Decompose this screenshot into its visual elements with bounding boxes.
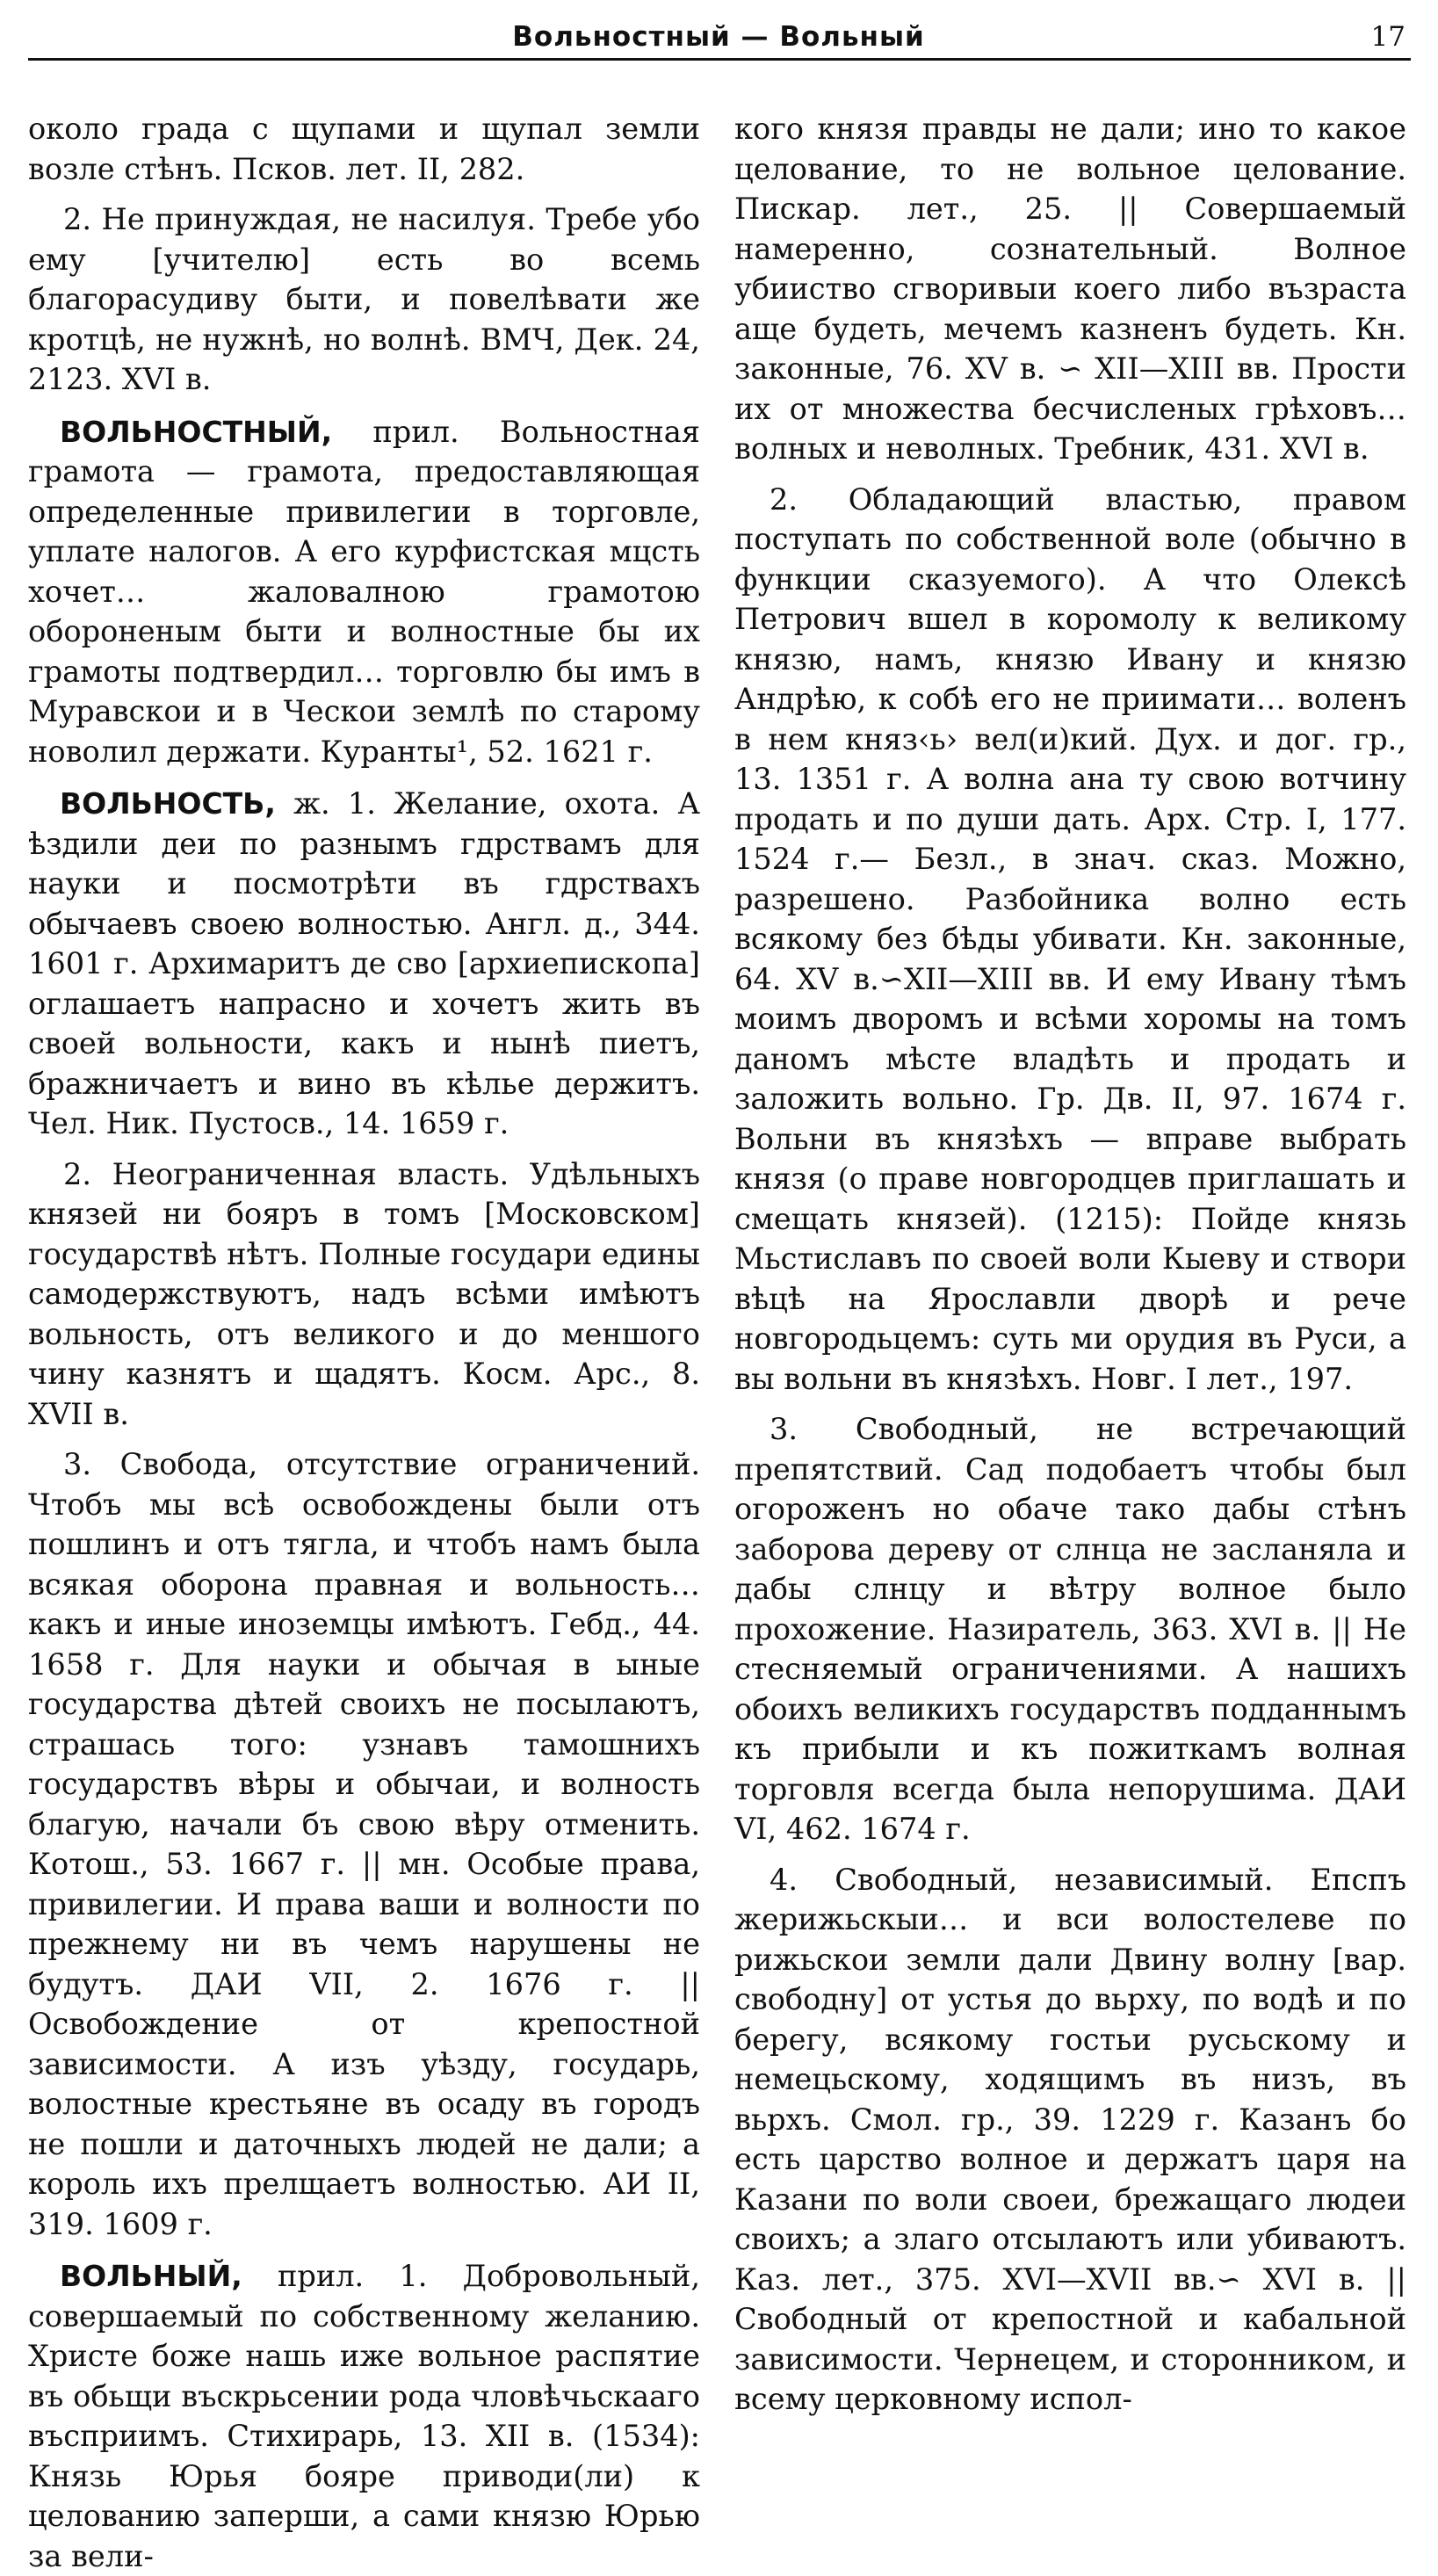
paragraph: 3. Свобода, отсутствие ограничений. Чтобъ мы всѣ освобождены были отъ пошлинъ и отъ тягла, и чтобъ намъ была всякая оборона правная и вольность… какъ и иные иноземцы имѣютъ. Гебд., 44. 1658 г. Для науки и обычая в ыные государства дѣтей своихъ не посылаютъ, страшась того: узнавъ тамошнихъ государствъ вѣры и обычаи, и волность благую, начали бъ свою вѣру отменить. Котош., 53. 1667 г. || мн. Особые права, привилегии. И права ваши и волности по прежнему ни въ чемъ нарушены не будутъ. ДАИ VII, 2. 1676 г. || Освобождение от крепостной зависимости. А изъ уѣзду, государь, волостные крестьяне въ осаду въ городъ не пошли и даточныхъ людей не дали; а король ихъ прелщаетъ волностью. АИ II, 319. 1609 г. — [28, 1447, 700, 2241]
entry: ВОЛЬНОСТНЫЙ, прил. Вольностная грамота — грамота, предоставляющая определенные привилегии в торговле, уплате налогов. А его курфистская мцсть хочет… жаловалною грамотою обороненым быти и волностные бы их грамоты подтвердил… торговлю бы имъ в Муравскои и в Ческои землѣ по старому новолил держати. Куранты¹, 52. 1621 г. — [28, 414, 700, 769]
headword: ВОЛЬНОСТЬ, — [60, 786, 276, 821]
header-rule — [28, 58, 1411, 61]
left-column — [28, 109, 700, 2576]
paragraph: 2. Не принуждая, не насилуя. Требе убо ему [учителю] есть во всемь благорасудиву быти, и повелѣвати же кротцѣ, не нужнѣ, но волнѣ. ВМЧ, Дек. 24, 2123. XVI в. — [28, 202, 700, 396]
paragraph: 2. Неограниченная власть. Удѣльныхъ князей ни бояръ в томъ [Московском] государствѣ нѣтъ. Полные государи едины самодержствуютъ, надъ всѣми имѣютъ вольность, отъ великого и до меншого чину казнятъ и щадятъ. Косм. Арс., 8. XVII в. — [28, 1156, 700, 1431]
entry: ВОЛЬНОСТЬ, ж. 1. Желание, охота. А ѣздили деи по разнымъ гдрствамъ для науки и посмотрѣти въ гдрствахъ обычаевъ своею волностью. Англ. д., 344. 1601 г. Архимаритъ де сво [архиепископа] оглашаетъ напрасно и хочетъ жить въ своей вольности, какъ и нынѣ пиетъ, бражничаетъ и вино въ кѣлье держитъ. Чел. Ник. Пустосв., 14. 1659 г. — [28, 786, 700, 1140]
headword: ВОЛЬНЫЙ, — [60, 2259, 242, 2293]
page-number: 17 — [1370, 21, 1405, 53]
paragraph: 3. Свободный, не встречающий препятствий. Сад подобаетъ чтобы был огороженъ но обаче тако дабы стѣнъ заборова дереву от слнца не засланяла и дабы слнцу и вѣтру волное было прохожение. Назиратель, 363. XVI в. || Не стесняемый ограничениями. А нашихъ обоихъ великихъ государствъ подданнымъ къ прибыли и къ пожиткамъ волная торговля всегда была непорушима. ДАИ VI, 462. 1674 г. — [734, 1412, 1406, 1846]
running-header — [28, 18, 1409, 56]
headword: ВОЛЬНОСТНЫЙ, — [60, 414, 333, 449]
paragraph: 2. Обладающий властью, правом поступать по собственной воле (обычно в функции сказуемого). А что Олексѣ Петрович вшел в коромолу к великому князю, намъ, князю Ивану и князю Андрѣю, к собѣ его не приимати… воленъ в нем княз‹ь› вел(и)кий. Дух. и дог. гр., 13. 1351 г. А волна ана ту свою вотчину продать и по души дать. Арх. Стр. I, 177. 1524 г.— Безл., в знач. сказ. Можно, разрешено. Разбойника волно есть всякому без бѣды убивати. Кн. законные, 64. XV в.∽XII—XIII вв. И ему Ивану тѣмъ моимъ дворомъ и всѣми хоромы на томъ даномъ мѣсте владѣть и продать и заложить вольно. Гр. Дв. II, 97. 1674 г. Вольни въ князѣхъ — вправе выбрать князя (о праве новгородцев приглашать и смещать князей). (1215): Пойде князь Мьстиславъ по своей воли Кыеву и створи вѣцѣ на Ярославли дворѣ и рече новгородьцемъ: суть ми орудия въ Руси, а вы вольни въ князѣхъ. Новг. I лет., 197. — [734, 481, 1406, 1396]
header-title: Вольностный — Вольный — [512, 21, 925, 53]
right-column — [734, 109, 1406, 2420]
paragraph: кого князя правды не дали; ино то какое целование, то не вольное целование. Пискар. лет., 25. || Совершаемый намеренно, сознательный. Волное убииство сгворивыи коего либо възраста аще будеть, мечемъ казненъ будеть. Кн. законные, 76. XV в. ∽ XII—XIII вв. Прости их от множества бесчисленых грѣховъ… волных и неволных. Требник, 431. XVI в. — [734, 112, 1406, 466]
paragraph: около града с щупами и щупал земли возле стѣнъ. Псков. лет. II, 282. — [28, 112, 700, 186]
paragraph: 4. Свободный, независимый. Епспъ жерижьскыи… и вси волостелеве по рижьскои земли дали Двину волну [вар. свободну] от устья до вьрху, по водѣ и по берегу, всякому гостьи русьскому и немецьскому, ходящимъ въ низъ, въ вьрхъ. Смол. гр., 39. 1229 г. Казанъ бо есть царство волное и держатъ царя на Казани по воли своеи, брежащаго людеи своихъ; а злаго отсылаютъ или убиваютъ. Каз. лет., 375. XVI—XVII вв.∽ XVI в. || Свободный от крепостной и кабальной зависимости. Чернецем, и сторонником, и всему церковному испол- — [734, 1862, 1406, 2416]
entry: ВОЛЬНЫЙ, прил. 1. Добровольный, совершаемый по собственному желанию. Христе боже нашь иже вольное распятие въ обьщи въскрьсении рода чловѣчьскааго въсприимъ. Стихирарь, 13. XII в. (1534): Князь Юрья бояре приводи(ли) к целованию заперши, а сами князю Юрью за вели- — [28, 2259, 700, 2573]
